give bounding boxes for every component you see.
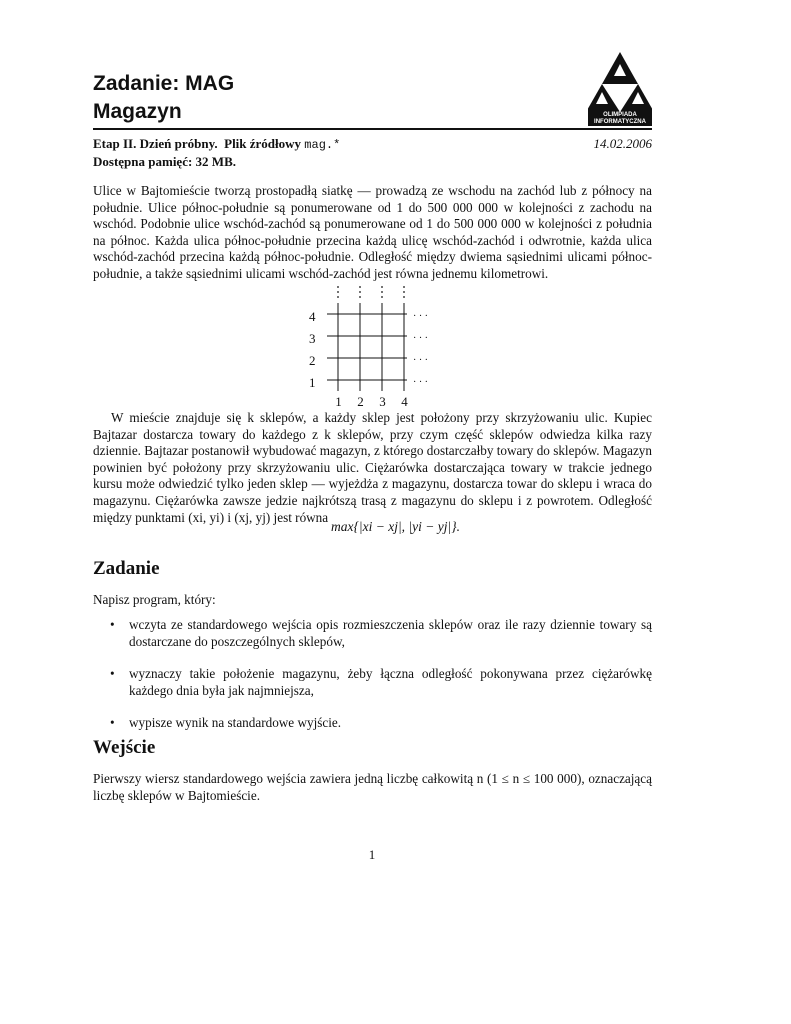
- row-ellipsis: · · ·: [413, 355, 428, 366]
- row-ellipsis: · · ·: [413, 377, 428, 388]
- distance-formula: max{|xi − xj|, |yi − yj|}.: [331, 519, 460, 534]
- stage-label: Etap II. Dzień próbny.: [93, 136, 218, 151]
- row-ellipses: [413, 306, 428, 394]
- row-ellipsis: · · ·: [413, 333, 428, 344]
- body-paragraph: W mieście znajduje się k sklepów, a każdy sklep jest położony przy skrzyżowaniu ulic. Kupiec Bajtazar dostarcza towary do każdego z k sklepów, przy czym część sklepów odwiedza kilka razy dziennie. Bajtazar postanowił wybudować magazyn, z którego dostarczałby towary do sklepów. Magazyn powinien być położony przy skrzyżowaniu ulic. Ciężarówka dostarczająca towary w trakcie jednego kursu może odwiedzić tylko jeden sklep — wyjeżdża z magazynu, dostarcza towar do sklepu i wraca do magazynu. Ciężarówka zawsze jedzie najkrótszą trasą z magazynu do sklepu i z powrotem. Odległość między punktami (xi, yi) i (xj, yj) jest równa: [93, 410, 652, 525]
- list-item: • wypisze wynik na standardowe wyjście.: [110, 715, 652, 732]
- col-label: 2: [357, 394, 364, 409]
- col-label: 4: [401, 394, 408, 409]
- zadanie-lead: Napisz program, który:: [93, 592, 216, 607]
- row-label: 2: [309, 353, 316, 368]
- header-rule: [93, 128, 652, 130]
- list-item: • wczyta ze standardowego wejścia opis rozmieszczenia sklepów oraz ile razy dziennie towary są dostarczane do poszczególnych sklepów,: [110, 617, 652, 650]
- wejscie-paragraph: Pierwszy wiersz standardowego wejścia zawiera jedną liczbę całkowitą n (1 ≤ n ≤ 100 000), oznaczającą liczbę sklepów w Bajtomieście.: [93, 771, 652, 803]
- logo-text-line2: INFORMATYCZNA: [594, 119, 646, 125]
- task-subtitle: Magazyn: [93, 100, 182, 123]
- list-item: • wyznaczy takie położenie magazynu, żeby łączna odległość pokonywana przez ciężarówkę każdego dnia była jak najmniejsza,: [110, 666, 652, 699]
- contest-date: 14.02.2006: [593, 136, 652, 151]
- stage-line: [93, 135, 340, 154]
- row-label: 1: [309, 375, 316, 390]
- olimpiada-logo: [588, 50, 652, 126]
- memory-limit: Dostępna pamięć: 32 MB.: [93, 154, 236, 169]
- row-labels: [309, 306, 316, 394]
- section-heading-zadanie: Zadanie: [93, 558, 160, 579]
- row-ellipsis: · · ·: [413, 311, 428, 322]
- logo-text-line1: OLIMPIADA: [603, 112, 637, 118]
- source-file-name: mag.*: [304, 138, 341, 152]
- street-grid-figure: [305, 283, 445, 411]
- zadanie-bullet-list: [110, 617, 652, 748]
- section-heading-wejscie: Wejście: [93, 737, 156, 758]
- col-label: 3: [379, 394, 386, 409]
- intro-paragraph: Ulice w Bajtomieście tworzą prostopadłą siatkę — prowadzą ze wschodu na zachód lub z północy na południe. Ulice północ-południe są ponumerowane od 1 do 500 000 000 w kolejności z zachodu na wschód. Podobnie ulice wschód-zachód są ponumerowane od 1 do 500 000 000 w kolejności z południa na północ. Każda ulica północ-południe przecina każdą ulicę wschód-zachód i odwrotnie, każda ulica wschód-zachód przecina każdą północ-południe. Odległość między dwiema sąsiednimi ulicami północ-południe, a także sąsiednimi ulicami wschód-zachód jest równa jednemu kilometrowi.: [93, 183, 652, 281]
- row-label: 4: [309, 309, 316, 324]
- source-file-label: Plik źródłowy: [224, 136, 302, 151]
- col-label: 1: [335, 394, 342, 409]
- row-label: 3: [309, 331, 316, 346]
- page-number: 1: [368, 847, 376, 862]
- task-title: Zadanie: MAG: [93, 72, 235, 95]
